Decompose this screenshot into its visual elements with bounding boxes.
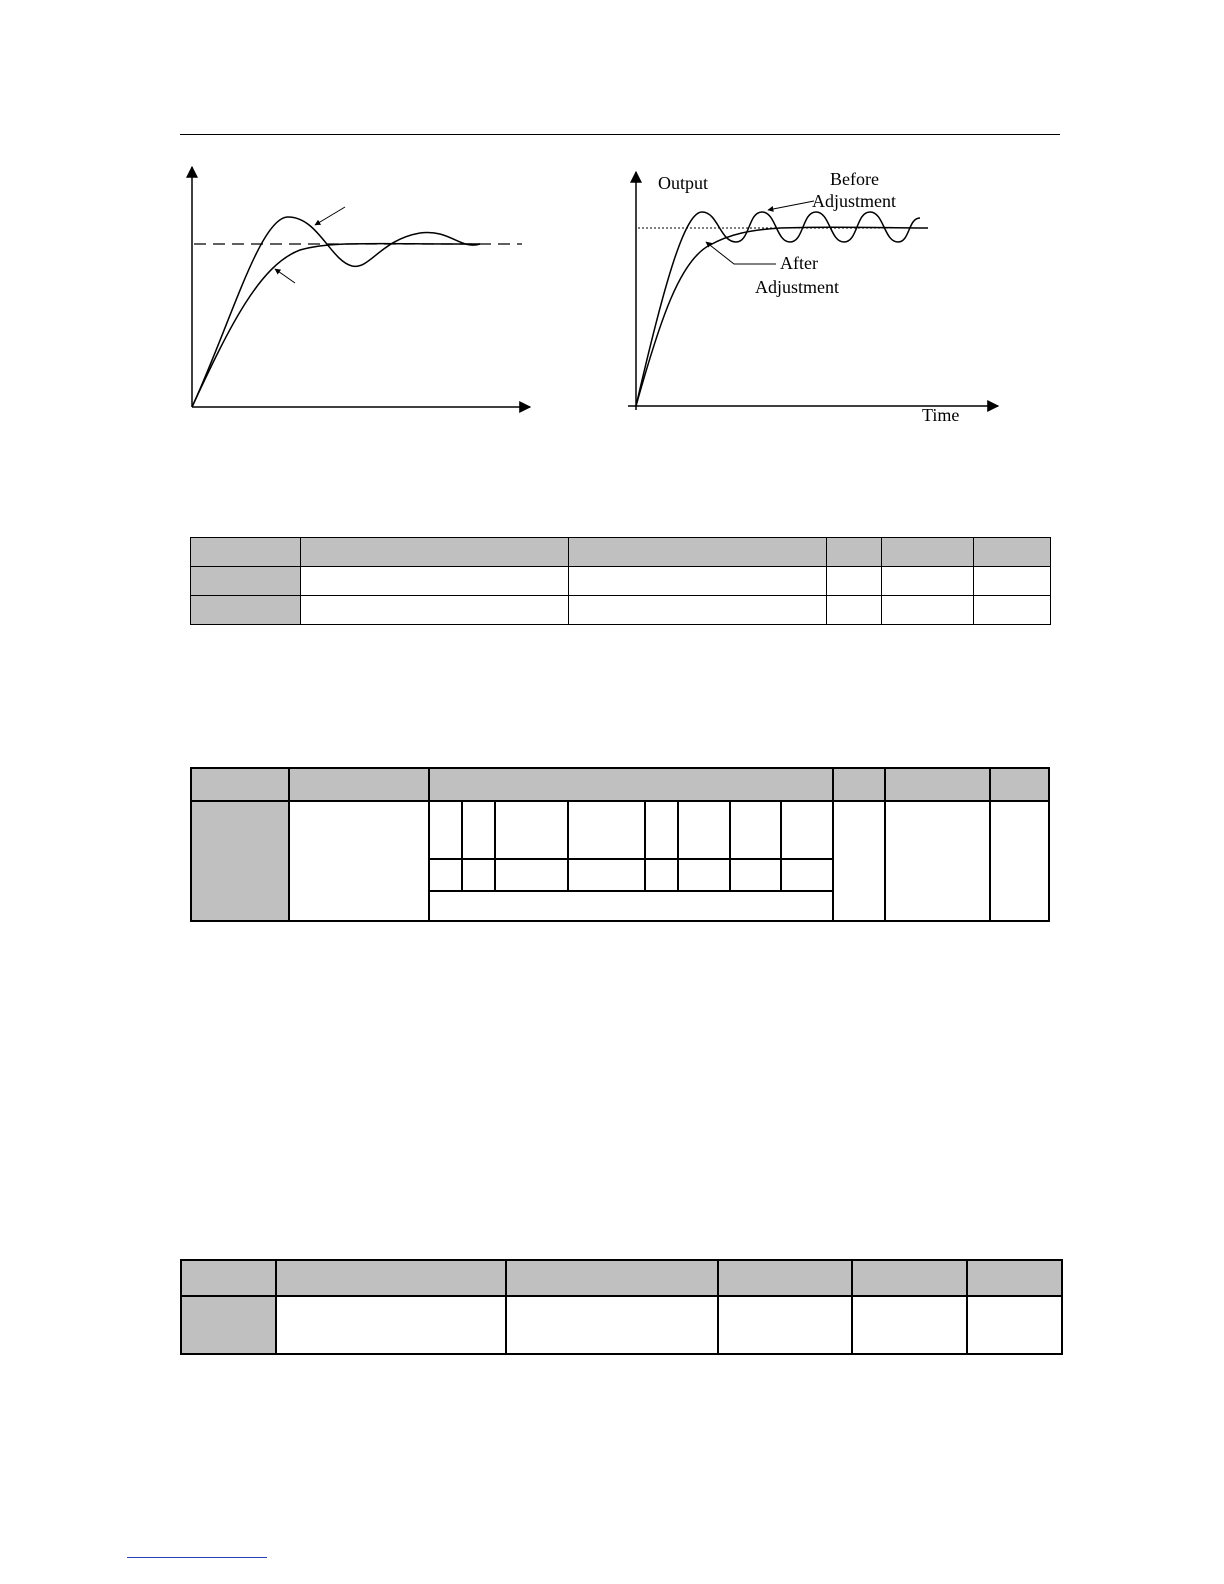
before-adjustment-label: Before: [830, 169, 879, 189]
table-cell: [191, 801, 289, 921]
table-cell: [191, 567, 301, 596]
table-row: [191, 596, 1051, 625]
table-header-cell: [429, 768, 833, 801]
table-cell: [974, 596, 1051, 625]
y-axis-label: Output: [658, 173, 709, 193]
overshoot-leader: [315, 207, 345, 225]
table-header-row: [191, 768, 1049, 801]
table-cell: [882, 567, 974, 596]
bit-cell: [645, 801, 678, 859]
table-cell: [827, 567, 882, 596]
table-cell: [301, 567, 569, 596]
table-cell: [967, 1296, 1062, 1354]
bit-cell: [462, 801, 495, 859]
table-cell: [974, 567, 1051, 596]
table-header-cell: [718, 1260, 852, 1296]
bit-cell: [568, 801, 645, 859]
response-figure-left: [170, 155, 550, 435]
response-plot-left: [170, 155, 550, 435]
bit-cell: [730, 859, 781, 891]
smooth-leader: [275, 269, 295, 283]
table-cell: [276, 1296, 506, 1354]
bit-cell: [495, 859, 568, 891]
table-header-cell: [191, 768, 289, 801]
bit-cell: [781, 859, 833, 891]
after-adjustment-leader: [706, 242, 776, 264]
overshoot-curve: [192, 217, 480, 407]
bit-cell: [568, 859, 645, 891]
after-adjustment-label-2: Adjustment: [755, 277, 839, 297]
table-row: [191, 801, 1049, 859]
table-header-cell: [276, 1260, 506, 1296]
bit-cell: [462, 859, 495, 891]
table-header-cell: [882, 538, 974, 567]
smooth-curve: [192, 244, 480, 407]
bit-cell: [645, 859, 678, 891]
table-row: [191, 567, 1051, 596]
table-header-cell: [967, 1260, 1062, 1296]
before-adjustment-curve: [636, 212, 920, 406]
parameter-table-3: [180, 1259, 1063, 1355]
table-cell: [990, 801, 1049, 921]
table-header-row: [181, 1260, 1062, 1296]
table-cell: [289, 801, 429, 921]
table-header-cell: [885, 768, 990, 801]
table-header-cell: [506, 1260, 718, 1296]
table-cell: [506, 1296, 718, 1354]
bit-cell: [495, 801, 568, 859]
table-header-cell: [191, 538, 301, 567]
response-figure-right: [610, 160, 1010, 440]
table-cell: [718, 1296, 852, 1354]
before-adjustment-leader: [768, 201, 814, 210]
footnote-link-underline[interactable]: [127, 1557, 267, 1558]
bit-summary-cell: [429, 891, 833, 921]
header-rule: [180, 134, 1060, 135]
table-header-cell: [569, 538, 827, 567]
table-header-cell: [289, 768, 429, 801]
bit-cell: [730, 801, 781, 859]
table-cell: [827, 596, 882, 625]
table-header-cell: [833, 768, 885, 801]
before-adjustment-label-2: Adjustment: [812, 191, 896, 211]
table-header-cell: [301, 538, 569, 567]
x-axis-label: Time: [922, 405, 960, 425]
table-row: [181, 1296, 1062, 1354]
response-plot-right: [610, 160, 1010, 440]
parameter-table-2: [190, 767, 1050, 922]
parameter-table-1: [190, 537, 1051, 625]
table-cell: [852, 1296, 967, 1354]
table-header-row: [191, 538, 1051, 567]
bit-cell: [678, 801, 730, 859]
bit-cell: [429, 859, 462, 891]
bit-cell: [429, 801, 462, 859]
table-header-cell: [181, 1260, 276, 1296]
table-header-cell: [990, 768, 1049, 801]
table-cell: [569, 567, 827, 596]
table-header-cell: [852, 1260, 967, 1296]
table-cell: [885, 801, 990, 921]
bit-cell: [678, 859, 730, 891]
table-cell: [301, 596, 569, 625]
table-cell: [181, 1296, 276, 1354]
table-cell: [569, 596, 827, 625]
table-cell: [833, 801, 885, 921]
table-header-cell: [827, 538, 882, 567]
table-cell: [191, 596, 301, 625]
table-cell: [882, 596, 974, 625]
table-header-cell: [974, 538, 1051, 567]
after-adjustment-label: After: [780, 253, 818, 273]
bit-cell: [781, 801, 833, 859]
